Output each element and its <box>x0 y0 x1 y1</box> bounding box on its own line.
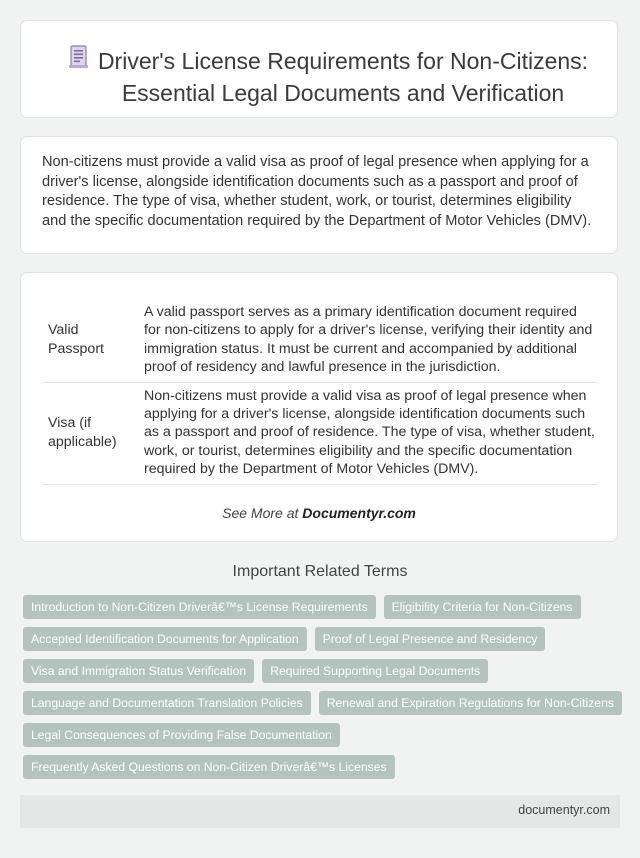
related-term-tag[interactable]: Legal Consequences of Providing False Documentation <box>23 723 340 747</box>
tag-row <box>23 595 623 619</box>
tag-row <box>23 755 623 779</box>
see-more-link[interactable] <box>21 505 617 521</box>
related-term-tag[interactable]: Proof of Legal Presence and Residency <box>315 627 546 651</box>
related-terms-title: Important Related Terms <box>232 563 408 580</box>
related-term-tag[interactable]: Introduction to Non-Citizen Driverâ€™s License Requirements <box>23 595 376 619</box>
related-term-tag[interactable]: Frequently Asked Questions on Non-Citizen Driverâ€™s Licenses <box>23 755 395 779</box>
requirement-label: Valid Passport <box>42 299 138 382</box>
tag-row <box>23 659 623 683</box>
table-row <box>42 299 598 382</box>
tag-row <box>23 691 623 715</box>
related-term-tag[interactable]: Eligibility Criteria for Non-Citizens <box>384 595 581 619</box>
intro-paragraph: Non-citizens must provide a valid visa as proof of legal presence when applying for a driver's license, alongside identification documents such as a passport and proof of residence. The type of visa, whether student, work, or tourist, determines eligibility and the specific documentation required by the Department of Motor Vehicles (DMV). <box>42 154 592 229</box>
related-term-tag[interactable]: Visa and Immigration Status Verification <box>23 659 254 683</box>
related-term-tag[interactable]: Language and Documentation Translation Policies <box>23 691 311 715</box>
related-terms-list <box>23 595 623 787</box>
related-term-tag[interactable]: Required Supporting Legal Documents <box>262 659 488 683</box>
requirement-description: A valid passport serves as a primary identification document required for non-citizens to apply for a driver's license, verifying their identity and immigration status. It must be current and accompanied by additional proof of residency and lawful presence in the jurisdiction. <box>138 299 598 382</box>
intro-card <box>20 136 618 254</box>
see-more-prefix: See More at <box>222 505 303 521</box>
table-row <box>42 382 598 484</box>
tag-row <box>23 723 623 747</box>
title-card <box>20 20 618 118</box>
related-term-tag[interactable]: Accepted Identification Documents for Application <box>23 627 307 651</box>
footer-site-link[interactable]: documentyr.com <box>518 803 610 817</box>
requirements-card <box>20 272 618 542</box>
requirement-description: Non-citizens must provide a valid visa as proof of legal presence when applying for a driver's license, alongside identification documents such as a passport and proof of residence. The type of visa, whether student, work, or tourist, determines eligibility and the specific documentation required by the Department of Motor Vehicles (DMV). <box>138 382 598 484</box>
requirement-label: Visa (if applicable) <box>42 382 138 484</box>
related-term-tag[interactable]: Renewal and Expiration Regulations for Non-Citizens <box>319 691 622 715</box>
requirements-table <box>42 299 598 485</box>
tag-row <box>23 627 623 651</box>
see-more-site: Documentyr.com <box>302 505 416 521</box>
footer <box>20 795 620 828</box>
page-title: Driver's License Requirements for Non-Citizens: Essential Legal Documents and Verification <box>97 48 589 106</box>
